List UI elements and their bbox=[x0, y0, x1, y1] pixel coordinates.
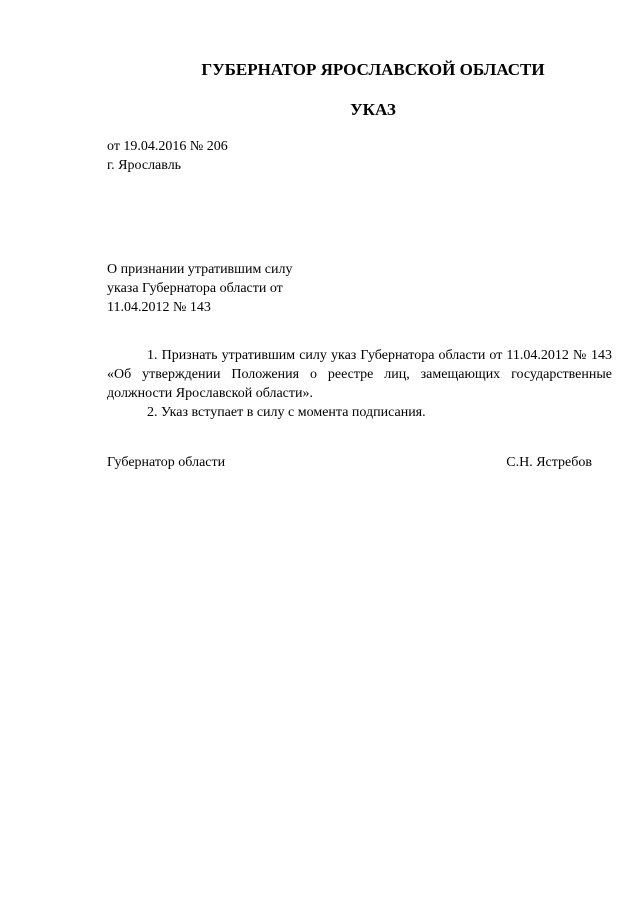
document-subject bbox=[107, 260, 347, 317]
document-city: г. Ярославль bbox=[107, 158, 182, 173]
document-date-number: от 19.04.2016 № 206 bbox=[107, 139, 228, 154]
subject-line: указа Губернатора области от bbox=[107, 281, 283, 296]
signature-block bbox=[107, 453, 592, 472]
body-paragraph: 1. Признать утратившим силу указ Губернатора области от 11.04.2012 № 143 «Об утверждении Положения о реестре лиц, замещающих государственные должности Ярославской области». bbox=[107, 348, 612, 401]
signature-name: С.Н. Ястребов bbox=[506, 455, 592, 470]
document-meta bbox=[107, 137, 228, 175]
signature-position: Губернатор области bbox=[107, 455, 226, 470]
subject-line: 11.04.2012 № 143 bbox=[107, 300, 211, 315]
document-body bbox=[107, 346, 612, 422]
body-paragraph: 2. Указ вступает в силу с момента подписания. bbox=[147, 405, 426, 420]
document-type-title: УКАЗ bbox=[350, 100, 396, 119]
document-header-title: ГУБЕРНАТОР ЯРОСЛАВСКОЙ ОБЛАСТИ bbox=[201, 60, 545, 79]
subject-line: О признании утратившим силу bbox=[107, 262, 293, 277]
